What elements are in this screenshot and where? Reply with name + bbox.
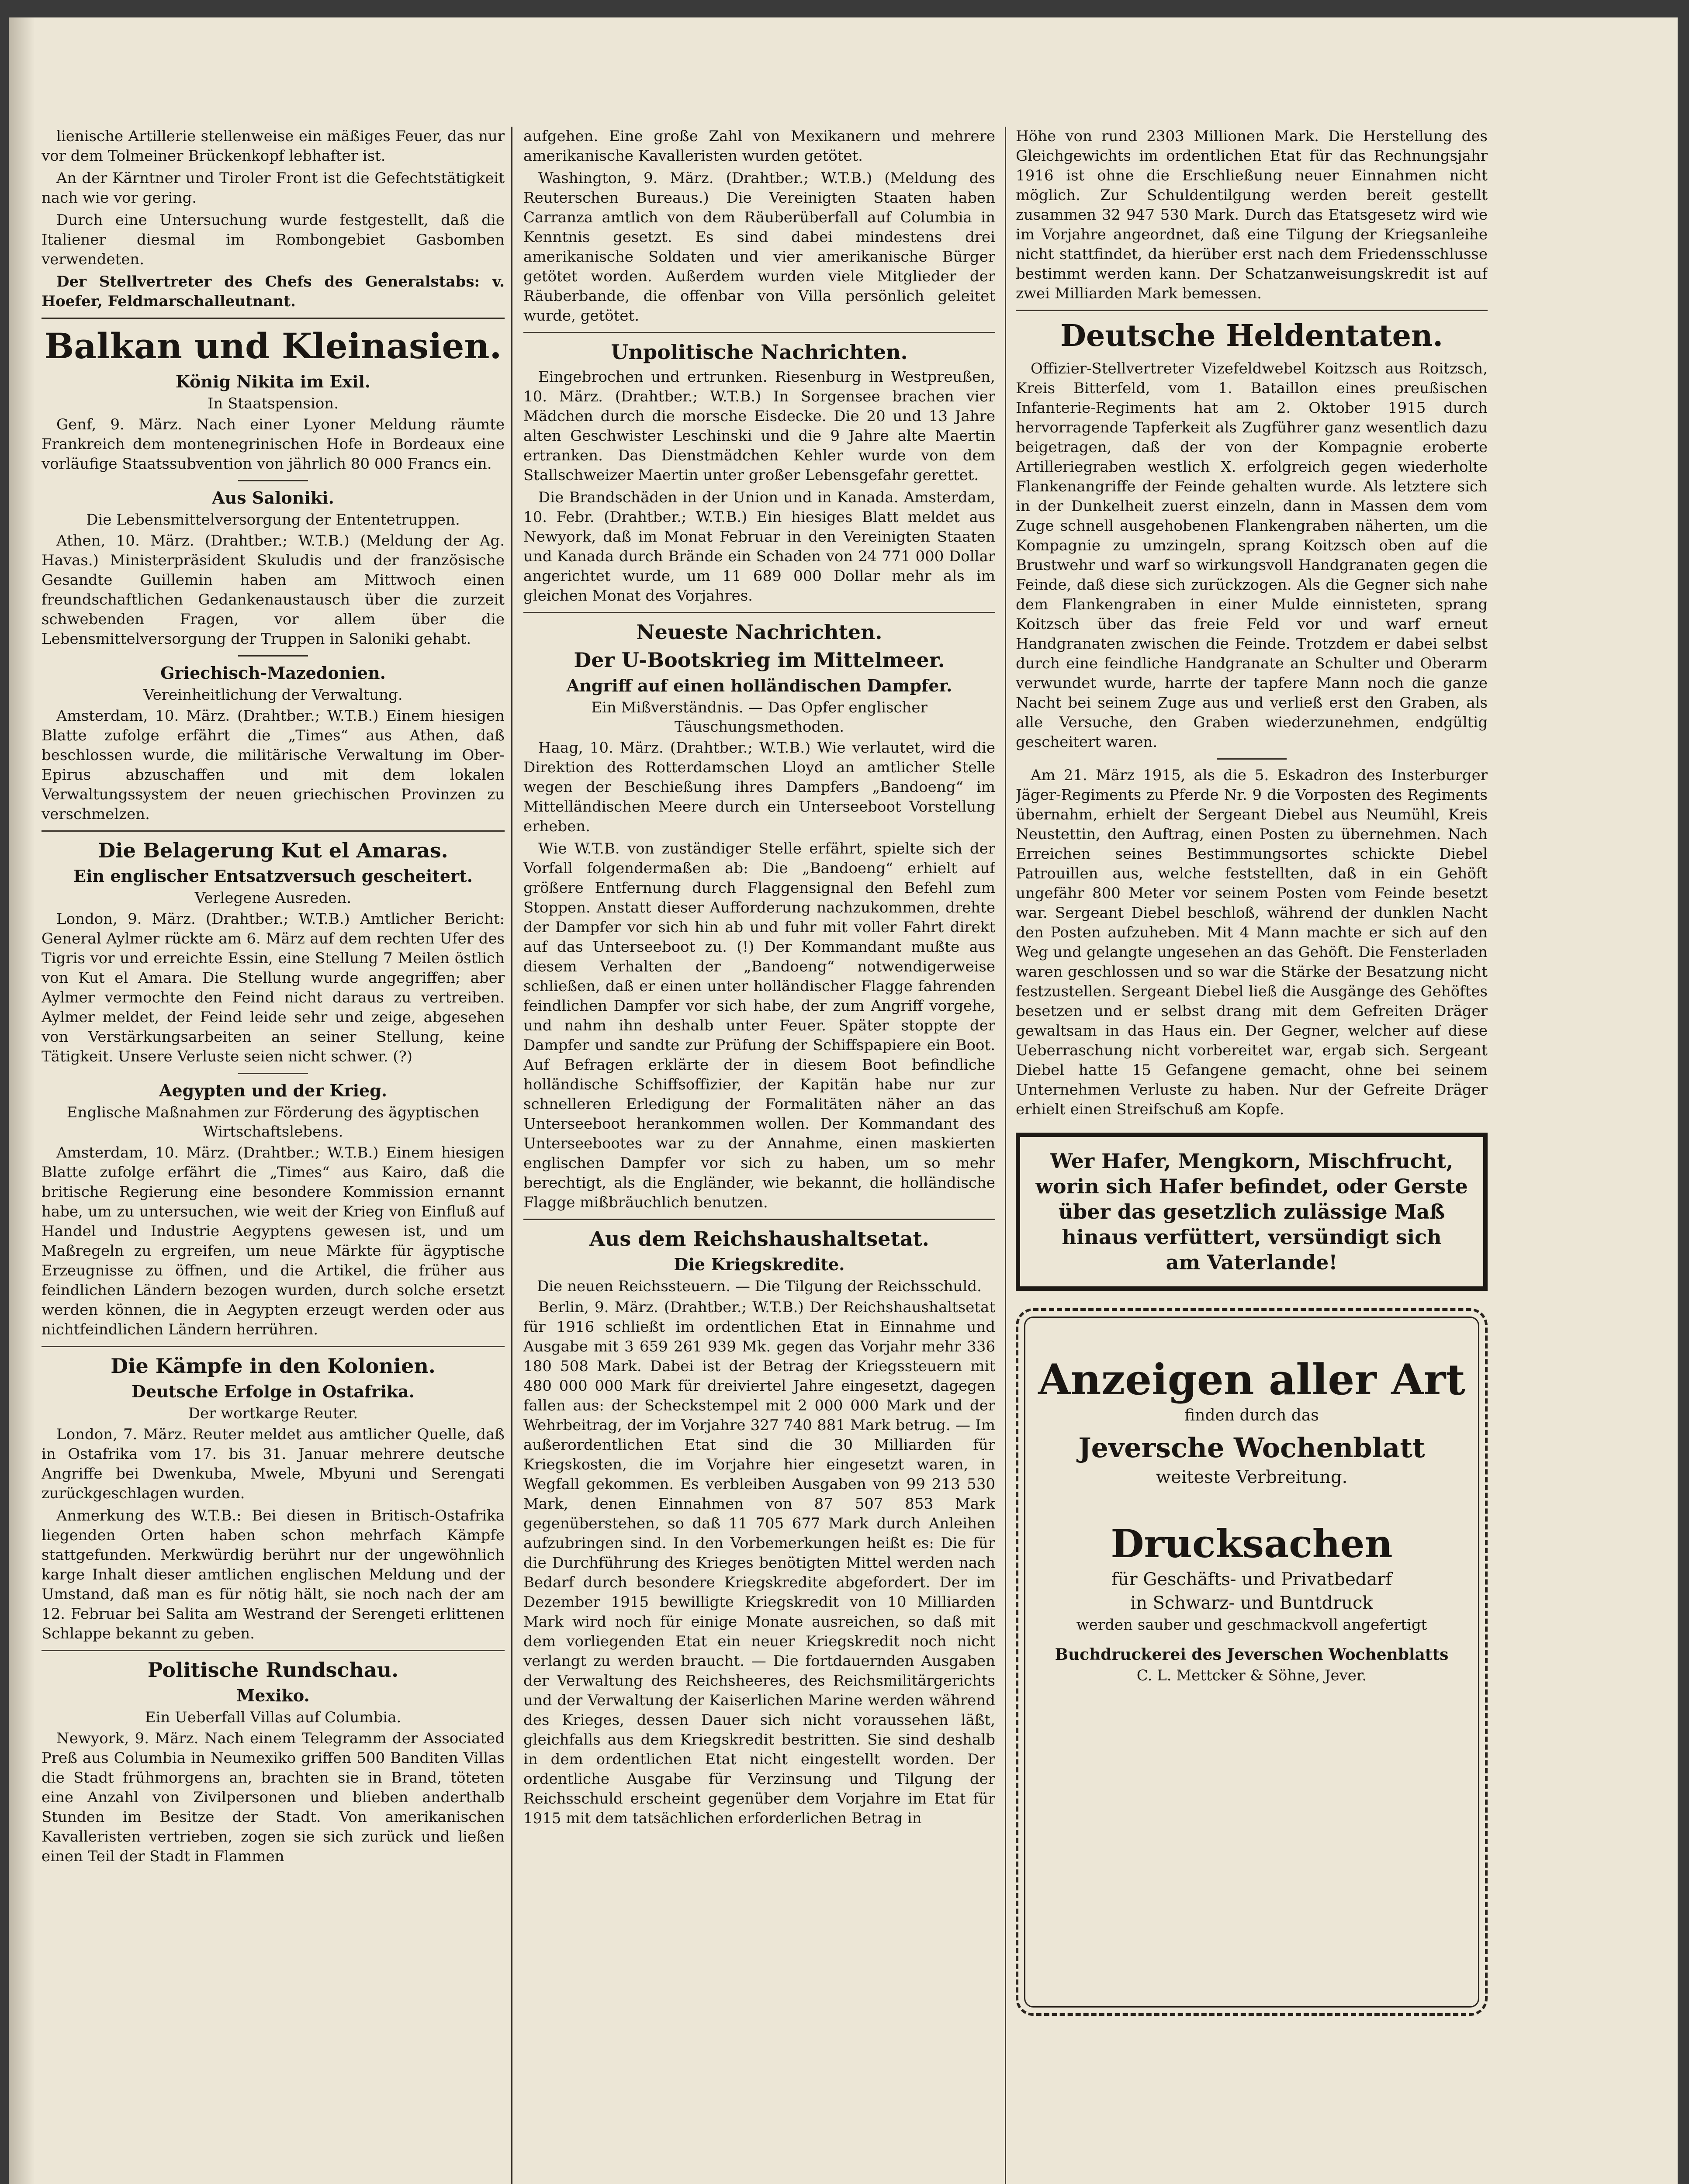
ad-line: in Schwarz- und Buntdruck bbox=[1130, 1593, 1373, 1613]
article-subheading: Englische Maßnahmen zur Förderung des ägyptischen Wirtschaftslebens. bbox=[66, 1104, 480, 1140]
article-subheading: Ein Mißverständnis. — Das Opfer englischer Täuschungsmethoden. bbox=[591, 699, 928, 736]
article-text: Die Brandschäden in der Union und in Kanada. Amsterdam, 10. Febr. (Drahtber.; W.T.B.) Ein hiesiges Blatt meldet aus Newyork, daß im Monat Februar in den Vereinigten Staaten und Kanada durch Brände ein Schaden von 24 771 000 Dollar angerichtet wurde, um 11 689 000 Dollar mehr als im gleichen Monat des Vorjahres. bbox=[523, 489, 995, 605]
article-subheading: Vereinheitlichung der Verwaltung. bbox=[143, 686, 403, 704]
section-title: Die Belagerung Kut el Amaras. bbox=[98, 839, 448, 862]
ad-line: weiteste Verbreitung. bbox=[1156, 1467, 1348, 1487]
article-subheading: Ein Ueberfall Villas auf Columbia. bbox=[145, 1709, 401, 1726]
divider bbox=[238, 1073, 308, 1074]
notice-box bbox=[1016, 1133, 1488, 1291]
article-subheading: In Staatspension. bbox=[207, 395, 339, 412]
column-1 bbox=[42, 127, 505, 2184]
article-text: Amsterdam, 10. März. (Drahtber.; W.T.B.) Einem hiesigen Blatte zufolge erfährt die „Times“ aus Athen, daß beschlossen wurde, die militärische Verwaltung im Ober-Epirus abzuschaffen und mit dem lokalen Verwaltungssystem der neuen griechischen Provinzen zu verschmelzen. bbox=[42, 707, 505, 823]
section-rule bbox=[523, 1219, 995, 1220]
article-text: Amsterdam, 10. März. (Drahtber.; W.T.B.) Einem hiesigen Blatte zufolge erfährt die „Times“ aus Kairo, daß die britische Regierung eine besondere Kommission ernannt habe, um zu untersuchen, wie weit der Krieg von Einfluß auf Handel und Industrie Aegyptens gewesen ist, und um Maßregeln zu ergreifen, um neue Märkte für ägyptische Erzeugnisse zu öffnen, und die Artikel, die früher aus feindlichen Ländern bezogen wurden, durch solche ersetzt werden können, die in Aegypten erzeugt werden oder aus nichtfeindlichen Ländern herrühren. bbox=[42, 1144, 505, 1338]
article-heading: König Nikita im Exil. bbox=[175, 372, 371, 391]
notice-line: am Vaterlande! bbox=[1166, 1251, 1338, 1274]
article-text: Anmerkung des W.T.B.: Bei diesen in Britisch-Ostafrika liegenden Orten haben schon mehrfach Kämpfe stattgefunden. Merkwürdig berührt nur der ungewöhnlich karge Inhalt dieser amtlichen englischen Meldung und der Umstand, daß man es für nötig hält, sie noch nach der am 12. Februar bei Salita am Westrand der Serengeti erlittenen Schlappe bekannt zu geben. bbox=[42, 1507, 505, 1642]
section-title: Deutsche Heldentaten. bbox=[1060, 318, 1443, 353]
article-text: Wie W.T.B. von zuständiger Stelle erfährt, spielte sich der Vorfall folgendermaßen ab: Die „Bandoeng“ erhielt auf größere Entfernung durch Flaggensignal den Befehl zum Stoppen. Anstatt dieser Aufforderung nachzukommen, drehte der Dampfer vor sich hin ab und fuhr mit voller Fahrt direkt auf das Unterseeboot zu. (!) Der Kommandant mußte aus diesem Verhalten der „Bandoeng“ notwendigerweise schließen, daß er einen unter holländischer Flagge fahrenden feindlichen Dampfer vor sich habe, der zum Angriff vorgehe, und nahm ihn deshalb unter Feuer. Später stoppte der Dampfer und sandte zur Prüfung der Schiffspapiere ein Boot. Auf Befragen erklärte der in diesem Boot befindliche holländische Schiffsoffizier, der Kapitän habe nur zur schnelleren Erledigung der Formalitäten näher an das Unterseeboot herankommen wollen. Der Kommandant des Unterseebootes war zu der Annahme, einen maskierten englischen Dampfer vor sich zu haben, um so mehr berechtigt, als die Engländer, wie bekannt, die holländische Flagge mißbräuchlich benutzen. bbox=[523, 840, 995, 1211]
section-title: Balkan und Kleinasien. bbox=[44, 325, 502, 366]
article-text: Haag, 10. März. (Drahtber.; W.T.B.) Wie verlautet, wird die Direktion des Rotterdamschen Lloyd an amtlicher Stelle wegen der Beschießung ihres Dampfers „Bandoeng“ im Mittelländischen Meere durch ein Unterseeboot Vorstellung erheben. bbox=[523, 739, 995, 835]
article-subheading: Verlegene Ausreden. bbox=[194, 889, 352, 907]
section-title: Politische Rundschau. bbox=[147, 1658, 399, 1682]
article-paragraph: lienische Artillerie stellenweise ein mäßiges Feuer, das nur vor dem Tolmeiner Brückenkopf lebhafter ist. bbox=[42, 128, 505, 165]
article-heading: Aus Saloniki. bbox=[212, 488, 334, 508]
article-text: London, 9. März. (Drahtber.; W.T.B.) Amtlicher Bericht: General Aylmer rückte am 6. März auf dem rechten Ufer des Tigris vor und erreichte Essin, eine Stellung 7 Meilen östlich von Kut el Amara. Die Stellung wurde angegriffen; aber Aylmer vermochte den Feind nicht daraus zu vertreiben. Aylmer meldet, der Feind leide sehr und zeige, abgesehen von Verstärkungsarbeiten an seiner Stellung, keine Tätigkeit. Unsere Verluste seien nicht schwer. (?) bbox=[42, 910, 505, 1065]
article-heading: Aegypten und der Krieg. bbox=[159, 1081, 387, 1100]
column-rule bbox=[1005, 127, 1006, 2184]
article-paragraph: Washington, 9. März. (Drahtber.; W.T.B.) (Meldung des Reuterschen Bureaus.) Die Vereinigten Staaten haben Carranza amtlich von dem Räuberüberfall auf Columbia in Kenntnis gesetzt. Es sind dabei mindestens drei amerikanische Soldaten und vier amerikanische Bürger getötet worden. Außerdem wurden viele Mitglieder der Räuberbande, die offenbar von Villa persönlich geleitet wurde, getötet. bbox=[523, 169, 995, 325]
divider bbox=[238, 480, 308, 481]
section-rule bbox=[42, 1346, 505, 1347]
article-text: Berlin, 9. März. (Drahtber.; W.T.B.) Der Reichshaushaltsetat für 1916 schließt im ordentlichen Etat in Einnahme und Ausgabe mit 3 659 261 939 Mk. gegen das Vorjahr mehr 336 180 508 Mark. Dabei ist der Betrag der Kriegssteuern mit 480 000 000 Mark für dreiviertel Jahre eingesetzt, dagegen fallen aus: der Scheckstempel mit 2 000 000 Mark und der Wehrbeitrag, der im Vorjahre 327 740 881 Mark betrug. — Im außerordentlichen Etat sind die 30 Milliarden für Kriegskosten, die im Vorjahre hier eingesetzt waren, in Wegfall gekommen. Es verbleiben Ausgaben von 99 213 530 Mark, denen Einnahmen von 87 507 853 Mark gegenüberstehen, so daß 11 705 677 Mark durch Anleihen aufzubringen sind. In den Vorbemerkungen heißt es: Die für die Durchführung des Krieges benötigten Mittel werden nach Bedarf durch besondere Kriegskredite abgefordert. Der im Dezember 1915 bewilligte Kriegskredit von 10 Milliarden Mark wird noch für einige Monate ausreichen, so daß mit dem vorliegenden Etat ein neuer Kriegskredit noch nicht verlangt zu werden braucht. — Die fortdauernden Ausgaben der Verwaltung des Reichsheeres, des Reichsmilitärgerichts und der Verwaltung der Kaiserlichen Marine werden während des Krieges, dessen Dauer sich nicht voraussehen läßt, gleichfalls aus dem Kriegskredit bestritten. Sie sind deshalb in dem ordentlichen Etat nicht eingestellt worden. Der ordentliche Ausgabe für Verzinsung und Tilgung der Reichsschuld erscheint gegenüber dem Vorjahre im Etat für 1915 mit dem tatsächlichen erforderlichen Betrag in bbox=[523, 1299, 995, 1827]
section-title: Neueste Nachrichten. bbox=[636, 620, 883, 644]
article-heading: Angriff auf einen holländischen Dampfer. bbox=[566, 676, 952, 695]
article-heading: Mexiko. bbox=[236, 1686, 310, 1705]
column-rule bbox=[511, 127, 512, 2184]
ad-title: Anzeigen aller Art bbox=[1038, 1355, 1465, 1404]
binding-edge bbox=[9, 17, 35, 2184]
article-text: London, 7. März. Reuter meldet aus amtlicher Quelle, daß in Ostafrika vom 17. bis 31. Januar mehrere deutsche Angriffe bei Dwenkuba, Mwele, Mbyuni und Serengati zurückgeschlagen wurden. bbox=[42, 1426, 505, 1502]
article-paragraph: aufgehen. Eine große Zahl von Mexikanern und mehrere amerikanische Kavalleristen wurden getötet. bbox=[523, 128, 995, 165]
article-paragraph: An der Kärntner und Tiroler Front ist die Gefechtstätigkeit nach wie vor gering. bbox=[42, 169, 505, 207]
article-heading: Griechisch-Mazedonien. bbox=[160, 663, 386, 683]
article-title: Der U-Bootskrieg im Mittelmeer. bbox=[574, 648, 945, 672]
notice-line: Wer Hafer, Mengkorn, Mischfrucht, bbox=[1050, 1149, 1454, 1173]
section-rule bbox=[523, 612, 995, 613]
article-paragraph: Höhe von rund 2303 Millionen Mark. Die Herstellung des Gleichgewichts im ordentlichen Etat für das Rechnungsjahr 1916 ist ohne die Erschließung neuer Einnahmen nicht möglich. Zur Schuldentilgung werden bereit gestellt zusammen 32 947 530 Mark. Durch das Etatsgesetz wird wie im Vorjahre angeordnet, daß eine Tilgung der Kriegsanleihe nicht stattfindet, da hierüber erst nach dem Friedensschlusse bestimmt werden kann. Der Schatzanweisungskredit ist auf zwei Milliarden Mark bemessen. bbox=[1016, 128, 1488, 302]
article-text: Eingebrochen und ertrunken. Riesenburg in Westpreußen, 10. März. (Drahtber.; W.T.B.) In Sorgensee brachen vier Mädchen durch die morsche Eisdecke. Die 20 und 13 Jahre alten Geschwister Leschinski und die 9 Jahre alte Maertin ertranken. Das Dienstmädchen Kehler wurde von dem Stallschweizer Maertin unter großer Lebensgefahr gerettet. bbox=[523, 368, 995, 484]
column-3 bbox=[1016, 127, 1488, 2184]
article-subheading: Die Lebensmittelversorgung der Ententetruppen. bbox=[86, 511, 460, 529]
divider bbox=[1217, 758, 1287, 760]
ad-line: werden sauber und geschmackvoll angefertigt bbox=[1076, 1616, 1427, 1634]
article-signature: Der Stellvertreter des Chefs des Generalstabs: v. Hoefer, Feldmarschalleutnant. bbox=[42, 273, 505, 310]
advertisement bbox=[1016, 1308, 1488, 2016]
section-title: Unpolitische Nachrichten. bbox=[611, 340, 908, 364]
section-rule bbox=[523, 332, 995, 333]
ad-printer: Buchdruckerei des Jeverschen Wochenblatts bbox=[1055, 1645, 1449, 1664]
section-title: Aus dem Reichshaushaltsetat. bbox=[589, 1227, 929, 1251]
article-subheading: Der wortkarge Reuter. bbox=[188, 1405, 358, 1422]
article-heading: Die Kriegskredite. bbox=[674, 1254, 845, 1274]
ad-heading: Drucksachen bbox=[1111, 1521, 1393, 1566]
section-title: Die Kämpfe in den Kolonien. bbox=[111, 1354, 436, 1378]
ad-printer-names: C. L. Mettcker & Söhne, Jever. bbox=[1136, 1667, 1367, 1684]
article-text: Offizier-Stellvertreter Vizefeldwebel Koitzsch aus Roitzsch, Kreis Bitterfeld, vom 1. Bataillon eines preußischen Infanterie-Regiments hat am 2. Oktober 1915 durch hervorragende Tapferkeit als Zugführer ganz wesentlich dazu beigetragen, daß der von der Kompagnie eroberte Artilleriegraben westlich X. erfolgreich gegen wiederholte Flankenangriffe der Feinde gehalten wurde. Als letztere sich in der Dunkelheit zuerst einzeln, dann in Massen dem vom Zuge schnell ausgehobenen Flankengraben näherten, um die Kompagnie zu umzingeln, sprang Koitzsch oben auf die Brustwehr und warf so wirkungsvoll Handgranaten gegen die Feinde, daß diese sich zurückzogen. Als die Gegner sich nahe dem Flankengraben in einer Mulde einnisteten, sprang Koitzsch über das freie Feld vor und warf erneut Handgranaten zwischen die Feinde. Trotzdem er dabei selbst durch eine feindliche Handgranate an Schulter und Oberarm verwundet wurde, harrte der tapfere Mann noch die ganze Nacht bei seinem Zuge aus und verließ erst den Graben, als alle Versuche, den Graben wiederzunehmen, endgültig gescheitert waren. bbox=[1016, 360, 1488, 751]
column-2 bbox=[523, 127, 995, 2184]
ad-paper-name: Jeversche Wochenblatt bbox=[1078, 1432, 1425, 1464]
notice-line: hinaus verfüttert, versündigt sich bbox=[1062, 1225, 1442, 1249]
article-subheading: Die neuen Reichssteuern. — Die Tilgung der Reichsschuld. bbox=[537, 1278, 982, 1295]
ad-line: finden durch das bbox=[1184, 1406, 1319, 1424]
notice-line: über das gesetzlich zulässige Maß bbox=[1058, 1200, 1445, 1223]
section-rule bbox=[1016, 310, 1488, 311]
article-heading: Ein englischer Entsatzversuch gescheitert. bbox=[73, 866, 473, 886]
article-text: Genf, 9. März. Nach einer Lyoner Meldung räumte Frankreich dem montenegrinischen Hofe in Bordeaux eine vorläufige Staatssubvention von jährlich 80 000 Francs ein. bbox=[42, 416, 505, 473]
ad-line: für Geschäfts- und Privatbedarf bbox=[1111, 1569, 1392, 1590]
divider bbox=[238, 655, 308, 657]
section-rule bbox=[42, 318, 505, 319]
article-text: Newyork, 9. März. Nach einem Telegramm der Associated Preß aus Columbia in Neumexiko griffen 500 Banditen Villas die Stadt frühmorgens an, brachten sie in Brand, töteten eine Anzahl von Zivilpersonen und blieben anderthalb Stunden im Besitze der Stadt. Von amerikanischen Kavalleristen vertrieben, zogen sie sich zurück und ließen einen Teil der Stadt in Flammen bbox=[42, 1730, 505, 1865]
newspaper-page bbox=[9, 17, 1678, 2184]
article-text: Athen, 10. März. (Drahtber.; W.T.B.) (Meldung der Ag. Havas.) Ministerpräsident Skuludis und der französische Gesandte Guillemin haben am Mittwoch einen freundschaftlichen Gedankenaustausch über die zurzeit schwebenden Fragen, vor allem über die Lebensmittelversorgung der Truppen in Saloniki gehabt. bbox=[42, 532, 505, 648]
article-heading: Deutsche Erfolge in Ostafrika. bbox=[132, 1382, 415, 1401]
notice-line: worin sich Hafer befindet, oder Gerste bbox=[1035, 1175, 1468, 1198]
section-rule bbox=[42, 830, 505, 832]
article-paragraph: Durch eine Untersuchung wurde festgestellt, daß die Italiener diesmal im Rombongebiet Gasbomben verwendeten. bbox=[42, 211, 505, 268]
section-rule bbox=[42, 1650, 505, 1651]
article-text: Am 21. März 1915, als die 5. Eskadron des Insterburger Jäger-Regiments zu Pferde Nr. 9 die Vorposten des Regiments übernahm, erhielt der Sergeant Diebel aus Neumühl, Kreis Neustettin, den Auftrag, einen Posten zu übernehmen. Nach Erreichen seines Bestimmungsortes schickte Diebel Patrouillen aus, welche feststellten, daß in ein Gehöft ungefähr 800 Meter vor seinem Posten vom Feinde besetzt war. Sergeant Diebel beschloß, während der dunklen Nacht den Posten aufzuheben. Mit 4 Mann machte er sich auf den Weg und gelangte ungesehen an das Gehöft. Die Fensterladen waren geschlossen und so war die Stärke der Besatzung nicht festzustellen. Sergeant Diebel ließ die Ausgänge des Gehöftes besetzen und er selbst drang mit dem Gefreiten Dräger gewaltsam in das Haus ein. Der Gegner, welcher auf diese Ueberraschung nicht vorbereitet war, ergab sich. Sergeant Diebel hatte 15 Gefangene gemacht, ohne bei seinem Unternehmen Verluste zu haben. Nur der Gefreite Dräger erhielt einen Streifschuß am Kopfe. bbox=[1016, 767, 1488, 1118]
